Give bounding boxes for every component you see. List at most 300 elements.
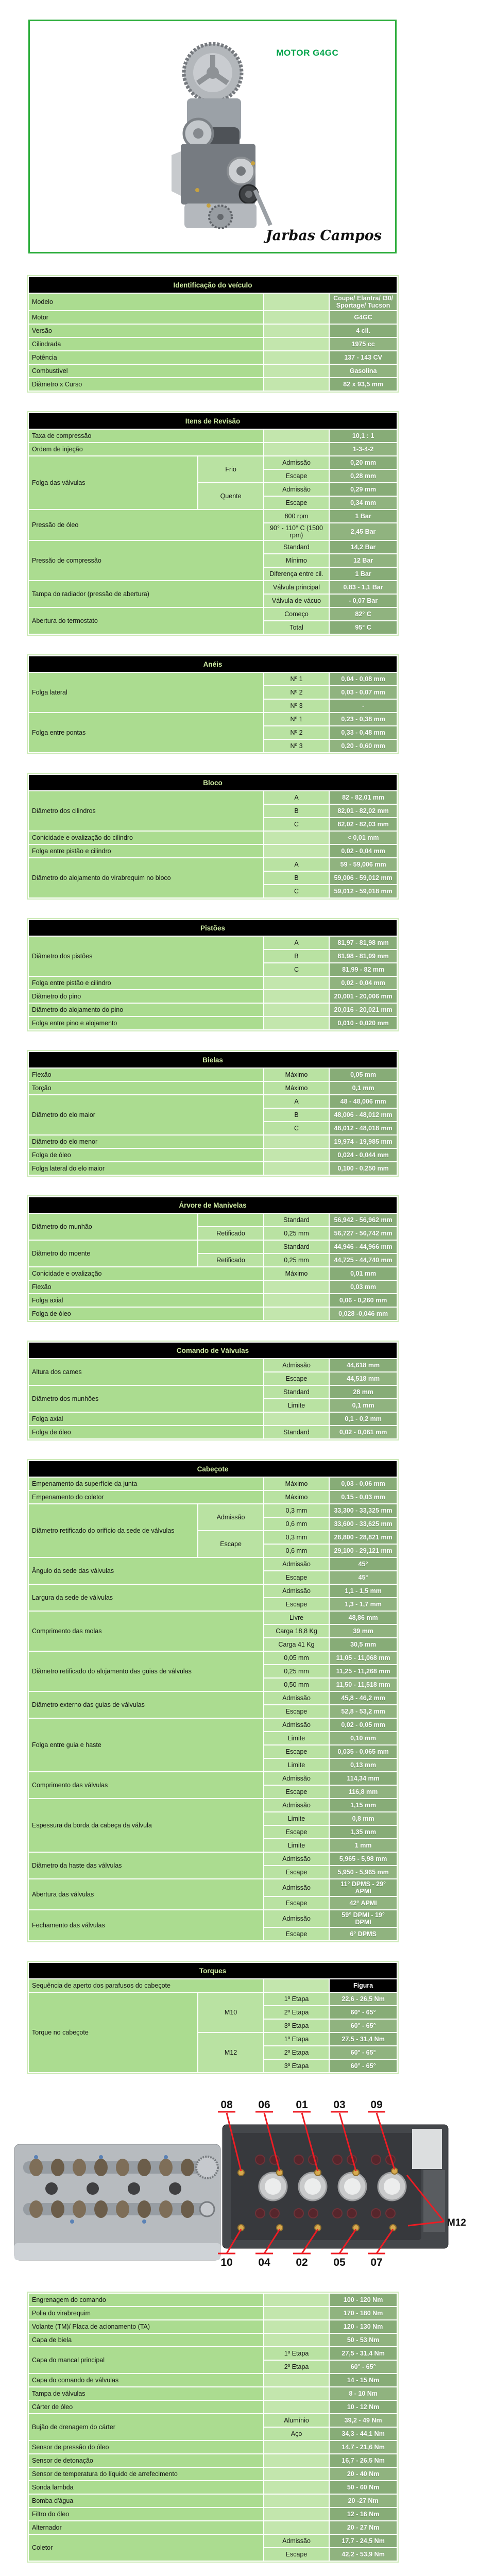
row-value-cell: 0,028 -0,046 mm	[329, 1307, 397, 1320]
row-condition-cell	[264, 2374, 329, 2387]
row-condition-cell: Admissão	[264, 1910, 329, 1927]
row-condition-cell: C	[264, 963, 329, 976]
row-condition-cell: Escape	[264, 1866, 329, 1879]
row-condition-cell: Escape	[264, 1571, 329, 1584]
row-condition-cell: Livre	[264, 1611, 329, 1624]
row-label-cell: Espessura da borda da cabeça da válvula	[28, 1799, 264, 1852]
row-condition-cell	[264, 2467, 329, 2481]
row-condition-cell: B	[264, 1108, 329, 1122]
bolt-number-label: 03	[333, 2099, 346, 2111]
row-value-cell: 60° - 65°	[329, 2019, 397, 2032]
bolt-number-label: 07	[370, 2257, 383, 2268]
row-value-cell: 28 mm	[329, 1385, 397, 1399]
bolt-number-label: 09	[370, 2099, 383, 2111]
row-label-cell: Diâmetro x Curso	[28, 378, 264, 391]
row-condition-cell	[264, 1162, 329, 1175]
row-label-cell: Modelo	[28, 293, 264, 311]
row-value-cell: 48,006 - 48,012 mm	[329, 1108, 397, 1122]
row-value-cell: -	[329, 699, 397, 713]
table-title: Identificação do veículo	[28, 277, 397, 293]
table-title: Itens de Revisão	[28, 413, 397, 429]
row-value-cell: 0,024 - 0,044 mm	[329, 1148, 397, 1162]
row-value-cell: 20 - 40 Nm	[329, 2467, 397, 2481]
row-label-cell: Folga axial	[28, 1412, 264, 1426]
row-label-cell: Diâmetro dos pistões	[28, 936, 264, 976]
row-label-cell: Abertura das válvulas	[28, 1879, 264, 1910]
row-condition-cell	[264, 364, 329, 378]
row-value-cell: 120 - 130 Nm	[329, 2320, 397, 2333]
row-value-cell: 5,965 - 5,98 mm	[329, 1852, 397, 1866]
row-label-cell: Diâmetro do alojamento do virabrequim no bloco	[28, 858, 264, 898]
row-value-cell: 0,06 - 0,260 mm	[329, 1294, 397, 1307]
row-condition-cell: Nº 1	[264, 713, 329, 726]
row-value-cell: 14,7 - 21,6 Nm	[329, 2441, 397, 2454]
row-value-cell: 27,5 - 31,4 Nm	[329, 2347, 397, 2360]
row-value-cell: 1 Bar	[329, 510, 397, 523]
row-condition-cell: Aço	[264, 2427, 329, 2441]
row-value-cell: 44,518 mm	[329, 1372, 397, 1385]
row-value-cell: 45°	[329, 1557, 397, 1571]
row-value-cell: G4GC	[329, 311, 397, 324]
row-value-cell: 29,100 - 29,121 mm	[329, 1544, 397, 1557]
row-value-cell: 1,35 mm	[329, 1825, 397, 1839]
row-label-cell: Alternador	[28, 2521, 264, 2534]
table-title: Bloco	[28, 774, 397, 791]
row-value-cell: 0,23 - 0,38 mm	[329, 713, 397, 726]
row-condition-cell	[264, 2333, 329, 2347]
row-label-cell: Sensor de pressão do óleo	[28, 2441, 264, 2454]
page	[0, 20, 478, 2563]
row-condition-cell	[264, 2387, 329, 2400]
row-value-cell: 4 cil.	[329, 324, 397, 337]
row-value-cell: 82,02 - 82,03 mm	[329, 818, 397, 831]
table-title: Comando de Válvulas	[28, 1342, 397, 1359]
row-condition-cell: Escape	[264, 2548, 329, 2561]
row-value-cell: 1,1 - 1,5 mm	[329, 1584, 397, 1598]
row-label-cell: Diâmetro retificado do alojamento das guias de válvulas	[28, 1651, 264, 1691]
row-subgroup-cell	[198, 1240, 263, 1253]
row-condition-cell: A	[264, 791, 329, 804]
row-value-cell: 39 mm	[329, 1624, 397, 1638]
row-value-cell: 45°	[329, 1571, 397, 1584]
row-value-cell: 0,83 - 1,1 Bar	[329, 581, 397, 594]
row-value-cell: 82° C	[329, 607, 397, 621]
row-value-cell: 34,3 - 44,1 Nm	[329, 2427, 397, 2441]
row-condition-cell: Escape	[264, 1896, 329, 1910]
row-condition-cell: Total	[264, 621, 329, 634]
row-value-cell: 52,8 - 53,2 mm	[329, 1705, 397, 1718]
row-label-cell: Diâmetro dos munhões	[28, 1385, 264, 1412]
row-condition-cell: A	[264, 936, 329, 950]
row-label-cell: Sensor de temperatura do líquido de arrefecimento	[28, 2467, 264, 2481]
row-condition-cell: 1º Etapa	[264, 2032, 329, 2046]
row-label-cell: Folga das válvulas	[28, 456, 198, 510]
row-value-cell: 0,03 - 0,07 mm	[329, 686, 397, 699]
row-condition-cell: B	[264, 871, 329, 885]
row-value-cell: 44,725 - 44,740 mm	[329, 1253, 397, 1267]
row-condition-cell: Admissão	[264, 1799, 329, 1812]
spec-table	[27, 1341, 399, 1440]
row-value-cell: < 0,01 mm	[329, 831, 397, 844]
row-value-cell: 42,2 - 53,9 Nm	[329, 2548, 397, 2561]
row-value-cell: 81,97 - 81,98 mm	[329, 936, 397, 950]
row-condition-cell: Máximo	[264, 1081, 329, 1095]
row-value-cell: 116,8 mm	[329, 1785, 397, 1799]
row-condition-cell: 3º Etapa	[264, 2059, 329, 2073]
row-value-cell: 0,100 - 0,250 mm	[329, 1162, 397, 1175]
row-value-cell: 20 - 27 Nm	[329, 2521, 397, 2534]
table-title: Bielas	[28, 1052, 397, 1068]
row-label-cell: Diâmetro do elo maior	[28, 1095, 264, 1135]
row-label-cell: Ordem de injeção	[28, 443, 264, 456]
row-value-cell: 0,035 - 0,065 mm	[329, 1745, 397, 1758]
row-value-cell: 1 Bar	[329, 567, 397, 581]
row-subgroup-cell: Escape	[198, 1531, 263, 1557]
row-condition-cell	[264, 2481, 329, 2494]
row-subgroup-cell: Quente	[198, 483, 263, 510]
row-label-cell: Comprimento das molas	[28, 1611, 264, 1651]
bolt-number-label: 01	[296, 2099, 308, 2111]
row-condition-cell	[264, 2400, 329, 2414]
row-label-cell: Diâmetro dos cilindros	[28, 791, 264, 831]
row-condition-cell: 0,6 mm	[264, 1517, 329, 1531]
row-value-cell: 81,98 - 81,99 mm	[329, 950, 397, 963]
row-value-cell: 81,99 - 82 mm	[329, 963, 397, 976]
row-label-cell: Fechamento das válvulas	[28, 1910, 264, 1941]
row-label-cell: Engrenagem do comando	[28, 2293, 264, 2307]
row-label-cell: Folga axial	[28, 1294, 264, 1307]
row-value-cell: 33,600 - 33,625 mm	[329, 1517, 397, 1531]
row-value-cell: 50 - 53 Nm	[329, 2333, 397, 2347]
row-value-cell: 82 x 93,5 mm	[329, 378, 397, 391]
row-condition-cell: Admissão	[264, 456, 329, 469]
row-condition-cell: Limite	[264, 1839, 329, 1852]
row-value-cell: 114,34 mm	[329, 1772, 397, 1785]
table-title: Pistões	[28, 920, 397, 936]
row-label-cell: Largura da sede de válvulas	[28, 1584, 264, 1611]
row-value-cell: 59 - 59,006 mm	[329, 858, 397, 871]
row-condition-cell	[264, 351, 329, 364]
row-subgroup-cell: Retificado	[198, 1227, 263, 1240]
row-condition-cell	[264, 1016, 329, 1030]
row-value-cell: 0,02 - 0,04 mm	[329, 976, 397, 990]
row-label-cell: Folga de óleo	[28, 1426, 264, 1439]
spec-table	[27, 1459, 399, 1942]
row-condition-cell: Admissão	[264, 483, 329, 496]
row-condition-cell: Admissão	[264, 1852, 329, 1866]
engine-hero-box	[28, 20, 397, 253]
spec-tables-section	[0, 275, 478, 2074]
row-label-cell: Flexão	[28, 1068, 264, 1081]
bolt-number-label: 05	[333, 2257, 346, 2268]
row-value-cell: 0,33 - 0,48 mm	[329, 726, 397, 739]
row-label-cell: Capa do mancal principal	[28, 2347, 264, 2374]
row-condition-cell: 0,25 mm	[264, 1253, 329, 1267]
row-label-cell: Tampa de válvulas	[28, 2387, 264, 2400]
row-condition-cell: Standard	[264, 540, 329, 554]
row-value-cell: 33,300 - 33,325 mm	[329, 1504, 397, 1517]
row-condition-cell	[264, 976, 329, 990]
row-value-cell: - 0,07 Bar	[329, 594, 397, 607]
row-value-cell: 95° C	[329, 621, 397, 634]
row-value-cell: 30,5 mm	[329, 1638, 397, 1651]
row-condition-cell	[264, 2320, 329, 2333]
row-value-cell: 48 - 48,006 mm	[329, 1095, 397, 1108]
row-condition-cell: C	[264, 1122, 329, 1135]
row-condition-cell: Standard	[264, 1426, 329, 1439]
row-label-cell: Folga entre pontas	[28, 713, 264, 753]
spec-table	[27, 1050, 399, 1177]
row-condition-cell: 0,3 mm	[264, 1504, 329, 1517]
row-value-cell: 20,016 - 20,021 mm	[329, 1003, 397, 1016]
row-subgroup-cell	[198, 1213, 263, 1227]
row-condition-cell	[264, 1412, 329, 1426]
row-label-cell: Capa de biela	[28, 2333, 264, 2347]
row-condition-cell: Escape	[264, 1705, 329, 1718]
row-value-cell: 28,800 - 28,821 mm	[329, 1531, 397, 1544]
row-condition-cell	[264, 2454, 329, 2467]
row-value-cell: 10,1 : 1	[329, 429, 397, 443]
row-condition-cell	[264, 2494, 329, 2507]
row-condition-cell: Máximo	[264, 1477, 329, 1490]
row-label-cell: Folga lateral do elo maior	[28, 1162, 264, 1175]
row-condition-cell: Começo	[264, 607, 329, 621]
row-value-cell: 48,012 - 48,018 mm	[329, 1122, 397, 1135]
row-label-cell: Pressão de compressão	[28, 540, 264, 581]
row-value-cell: 12 Bar	[329, 554, 397, 567]
row-value-cell: 0,15 - 0,03 mm	[329, 1490, 397, 1504]
row-label-cell: Sequência de aperto dos parafusos do cabeçote	[28, 1979, 264, 1992]
cylinder-head-side-photo	[14, 2144, 220, 2260]
row-condition-cell: Admissão	[264, 1691, 329, 1705]
row-value-cell: 56,942 - 56,962 mm	[329, 1213, 397, 1227]
bolt-number-label: 06	[258, 2099, 270, 2111]
row-value-cell: 11,25 - 11,268 mm	[329, 1665, 397, 1678]
row-condition-cell	[264, 1307, 329, 1320]
row-label-cell: Sonda lambda	[28, 2481, 264, 2494]
bolt-number-label: 10	[220, 2257, 233, 2268]
row-value-cell: 1 mm	[329, 1839, 397, 1852]
row-condition-cell	[264, 831, 329, 844]
row-value-cell: 20 -27 Nm	[329, 2494, 397, 2507]
row-label-cell: Coletor	[28, 2534, 264, 2561]
row-value-cell: 100 - 120 Nm	[329, 2293, 397, 2307]
table-title: Cabeçote	[28, 1461, 397, 1477]
row-value-cell: 59,006 - 59,012 mm	[329, 871, 397, 885]
row-condition-cell	[264, 1003, 329, 1016]
row-condition-cell: Válvula principal	[264, 581, 329, 594]
row-condition-cell	[264, 337, 329, 351]
row-subgroup-cell: Retificado	[198, 1253, 263, 1267]
row-value-cell: 60° - 65°	[329, 2046, 397, 2059]
spec-table	[27, 2292, 399, 2563]
spec-table	[27, 411, 399, 636]
row-label-cell: Torque no cabeçote	[28, 1992, 198, 2073]
row-value-cell: 0,1 mm	[329, 1399, 397, 1412]
row-value-cell: 0,1 - 0,2 mm	[329, 1412, 397, 1426]
row-label-cell: Comprimento das válvulas	[28, 1772, 264, 1799]
row-condition-cell	[264, 2507, 329, 2521]
row-value-cell: 0,04 - 0,08 mm	[329, 672, 397, 686]
row-condition-cell: Nº 2	[264, 686, 329, 699]
torque-tables-section	[0, 2292, 478, 2563]
row-value-cell: 59,012 - 59,018 mm	[329, 885, 397, 898]
row-value-cell: 0,20 mm	[329, 456, 397, 469]
row-condition-cell	[264, 844, 329, 858]
row-label-cell: Folga lateral	[28, 672, 264, 713]
row-label-cell: Capa do comando de válvulas	[28, 2374, 264, 2387]
row-condition-cell	[264, 443, 329, 456]
row-condition-cell: Mínimo	[264, 554, 329, 567]
row-condition-cell	[264, 2521, 329, 2534]
row-condition-cell: A	[264, 1095, 329, 1108]
row-condition-cell: Escape	[264, 1598, 329, 1611]
cylinder-head-top-photo	[223, 2125, 448, 2248]
row-condition-cell: Admissão	[264, 1584, 329, 1598]
author-signature: Jarbas Campos	[265, 228, 382, 244]
row-condition-cell	[264, 311, 329, 324]
row-subgroup-cell: Frio	[198, 456, 263, 483]
spec-table	[27, 654, 399, 754]
row-condition-cell: Admissão	[264, 1718, 329, 1732]
row-value-cell: 1-3-4-2	[329, 443, 397, 456]
row-value-cell: 2,45 Bar	[329, 523, 397, 540]
row-value-cell: 0,03 - 0,06 mm	[329, 1477, 397, 1490]
row-condition-cell: Escape	[264, 469, 329, 483]
row-value-cell: 0,03 mm	[329, 1280, 397, 1294]
row-condition-cell: Admissão	[264, 1557, 329, 1571]
row-label-cell: Cárter de óleo	[28, 2400, 264, 2414]
row-label-cell: Tampa do radiador (pressão de abertura)	[28, 581, 264, 607]
row-label-cell: Empenamento da superfície da junta	[28, 1477, 264, 1490]
row-value-cell: 60° - 65°	[329, 2006, 397, 2019]
row-condition-cell	[264, 324, 329, 337]
row-value-cell: 0,01 mm	[329, 1267, 397, 1280]
row-value-cell: 0,1 mm	[329, 1081, 397, 1095]
row-condition-cell	[264, 1294, 329, 1307]
row-value-cell: 0,20 - 0,60 mm	[329, 739, 397, 753]
row-label-cell: Diâmetro externo das guias de válvulas	[28, 1691, 264, 1718]
row-condition-cell: Máximo	[264, 1068, 329, 1081]
row-value-cell: 19,974 - 19,985 mm	[329, 1135, 397, 1148]
row-condition-cell: Nº 1	[264, 672, 329, 686]
row-label-cell: Ângulo da sede das válvulas	[28, 1557, 264, 1584]
row-label-cell: Potência	[28, 351, 264, 364]
row-value-cell: 11,50 - 11,518 mm	[329, 1678, 397, 1691]
row-condition-cell: Diferença entre cil.	[264, 567, 329, 581]
row-value-cell: 0,29 mm	[329, 483, 397, 496]
row-value-cell: 59° DPMI - 19° DPMI	[329, 1910, 397, 1927]
row-value-cell: 39,2 - 49 Nm	[329, 2414, 397, 2427]
table-title: Anéis	[28, 656, 397, 672]
row-value-cell: 1975 cc	[329, 337, 397, 351]
row-condition-cell: Standard	[264, 1385, 329, 1399]
row-label-cell: Flexão	[28, 1280, 264, 1294]
engine-photo-illustration	[135, 36, 290, 242]
row-label-cell: Diâmetro da haste das válvulas	[28, 1852, 264, 1879]
row-condition-cell: 0,3 mm	[264, 1531, 329, 1544]
row-value-cell: 0,34 mm	[329, 496, 397, 510]
row-label-cell: Versão	[28, 324, 264, 337]
row-condition-cell: C	[264, 818, 329, 831]
row-label-cell: Diâmetro do alojamento do pino	[28, 1003, 264, 1016]
row-label-cell: Diâmetro do pino	[28, 990, 264, 1003]
row-label-cell: Polia do virabrequim	[28, 2307, 264, 2320]
row-label-cell: Torção	[28, 1081, 264, 1095]
bolt-number-label: 08	[220, 2099, 233, 2111]
row-condition-cell: 0,25 mm	[264, 1227, 329, 1240]
row-condition-cell: Escape	[264, 496, 329, 510]
row-label-cell: Empenamento do coletor	[28, 1490, 264, 1504]
table-title: Árvore de Manivelas	[28, 1197, 397, 1213]
row-condition-cell: B	[264, 950, 329, 963]
row-condition-cell	[264, 2293, 329, 2307]
row-value-cell: 0,02 - 0,05 mm	[329, 1718, 397, 1732]
row-value-cell: 0,10 mm	[329, 1732, 397, 1745]
row-condition-cell	[264, 990, 329, 1003]
row-condition-cell: Carga 18,8 Kg	[264, 1624, 329, 1638]
row-value-cell: 0,010 - 0,020 mm	[329, 1016, 397, 1030]
row-condition-cell: Admissão	[264, 1359, 329, 1372]
row-condition-cell: Carga 41 Kg	[264, 1638, 329, 1651]
row-label-cell: Sensor de detonação	[28, 2454, 264, 2467]
row-value-cell: 82 - 82,01 mm	[329, 791, 397, 804]
row-condition-cell: 0,05 mm	[264, 1651, 329, 1665]
row-label-cell: Filtro do óleo	[28, 2507, 264, 2521]
row-value-cell: 20,001 - 20,006 mm	[329, 990, 397, 1003]
row-value-cell: 5,950 - 5,965 mm	[329, 1866, 397, 1879]
row-condition-cell: 2º Etapa	[264, 2006, 329, 2019]
row-value-cell: 0,28 mm	[329, 469, 397, 483]
row-condition-cell: Alumínio	[264, 2414, 329, 2427]
row-condition-cell: Limite	[264, 1732, 329, 1745]
table-title: Torques	[28, 1962, 397, 1979]
bolt-sequence-diagram	[0, 2093, 478, 2278]
row-label-cell: Folga entre pino e alojamento	[28, 1016, 264, 1030]
row-condition-cell: 0,6 mm	[264, 1544, 329, 1557]
row-value-cell: 8 - 10 Nm	[329, 2387, 397, 2400]
row-label-cell: Conicidade e ovalização do cilindro	[28, 831, 264, 844]
row-condition-cell: Admissão	[264, 1772, 329, 1785]
row-value-cell: 22,6 - 26,5 Nm	[329, 1992, 397, 2006]
page-title: MOTOR G4GC	[276, 48, 339, 58]
row-subgroup-cell: M12	[198, 2032, 263, 2073]
row-label-cell: Folga entre guia e haste	[28, 1718, 264, 1772]
spec-table	[27, 918, 399, 1031]
row-condition-cell: A	[264, 858, 329, 871]
spec-table	[27, 1195, 399, 1322]
row-condition-cell: Limite	[264, 1758, 329, 1772]
row-label-cell: Bujão de drenagem do cárter	[28, 2414, 264, 2441]
row-value-cell: 0,02 - 0,04 mm	[329, 844, 397, 858]
row-condition-cell: Limite	[264, 1812, 329, 1825]
row-condition-cell: 0,25 mm	[264, 1665, 329, 1678]
row-value-cell: 6° DPMS	[329, 1927, 397, 1941]
bolt-sequence-svg	[0, 2093, 478, 2278]
row-condition-cell: Escape	[264, 1927, 329, 1941]
row-value-cell: 60° - 65°	[329, 2360, 397, 2374]
row-value-cell: 60° - 65°	[329, 2059, 397, 2073]
row-value-cell: 45,8 - 46,2 mm	[329, 1691, 397, 1705]
row-condition-cell: 0,50 mm	[264, 1678, 329, 1691]
row-condition-cell	[264, 1135, 329, 1148]
row-value-cell: 137 - 143 CV	[329, 351, 397, 364]
row-value-cell: 42° APMI	[329, 1896, 397, 1910]
row-label-cell: Folga entre pistão e cilindro	[28, 976, 264, 990]
row-label-cell: Pressão de óleo	[28, 510, 264, 540]
row-condition-cell	[264, 429, 329, 443]
row-condition-cell: 1º Etapa	[264, 1992, 329, 2006]
